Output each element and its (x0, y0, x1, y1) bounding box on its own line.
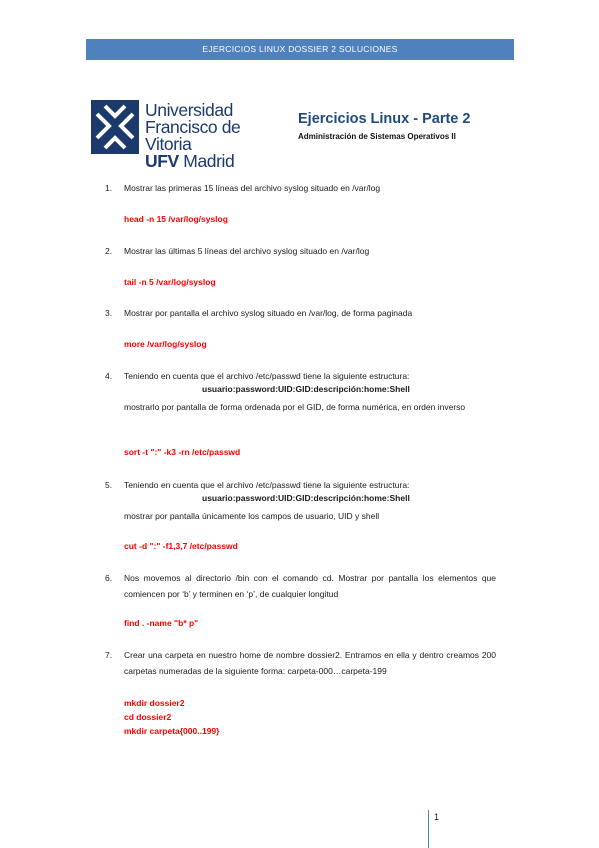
exercise-number: 2. (105, 246, 113, 256)
logo-line3 (145, 153, 291, 170)
exercise-text: Mostrar por pantalla el archivo syslog situado en /var/log, de forma paginada (124, 308, 413, 318)
logo-line3-rest: Madrid (178, 151, 235, 171)
exercise-text: mostrarlo por pantalla de forma ordenada por el GID, de forma numérica, en orden inverso (124, 402, 466, 412)
exercise-number: 3. (105, 308, 113, 318)
exercise-text: Teniendo en cuenta que el archivo /etc/passwd tiene la siguiente estructura: (124, 480, 410, 490)
page-number: 1 (434, 812, 440, 822)
solution-command: mkdir carpeta{000..199} (124, 726, 220, 736)
solution-command: tail -n 5 /var/log/syslog (124, 277, 216, 287)
exercise-text: Nos movemos al directorio /bin con el comando cd. Mostrar por pantalla los elementos que comiencen por ‘b’ y terminen en ‘p’, de cualquier longitud (124, 573, 496, 599)
university-logo (91, 100, 291, 171)
logo-emblem-icon (91, 100, 139, 154)
document-title: Ejercicios Linux - Parte 2 (298, 111, 471, 127)
exercise-text: Crear una carpeta en nuestro home de nombre dossier2. Entramos en ella y dentro creamos 200 carpetas numeradas de la siguiente forma: carpeta-000…carpeta-199 (124, 650, 496, 676)
solution-command: more /var/log/syslog (124, 339, 207, 349)
solution-command: cd dossier2 (124, 712, 172, 722)
footer-divider (428, 810, 429, 848)
exercise-number: 1. (105, 183, 113, 193)
exercise-text: Mostrar las últimas 5 líneas del archivo syslog situado en /var/log (124, 246, 370, 256)
solution-command: sort -t ":" -k3 -rn /etc/passwd (124, 447, 241, 457)
exercise-text: Mostrar las primeras 15 líneas del archivo syslog situado en /var/log (124, 183, 381, 193)
exercise-text: mostrar por pantalla únicamente los campos de usuario, UID y shell (124, 511, 380, 521)
logo-line3-bold: UFV (145, 151, 179, 171)
logo-line1: Universidad (145, 100, 234, 120)
logo-line2: Francisco de Vitoria (145, 117, 241, 154)
running-header: EJERCICIOS LINUX DOSSIER 2 SOLUCIONES (86, 39, 514, 60)
solution-command: head -n 15 /var/log/syslog (124, 214, 228, 224)
passwd-structure: usuario:password:UID:GID:descripción:home:Shell (202, 384, 410, 394)
solution-command: mkdir dossier2 (124, 698, 185, 708)
exercise-number: 7. (105, 650, 113, 660)
logo-wordmark (145, 102, 291, 170)
exercise-number: 4. (105, 371, 113, 381)
exercise-text: Teniendo en cuenta que el archivo /etc/passwd tiene la siguiente estructura: (124, 371, 410, 381)
solution-command: find . -name "b* p" (124, 618, 199, 628)
solution-command: cut -d ":" -f1,3,7 /etc/passwd (124, 541, 238, 551)
document-subtitle: Administración de Sistemas Operativos II (298, 132, 456, 141)
exercise-number: 5. (105, 480, 113, 490)
exercise-number: 6. (105, 573, 113, 583)
passwd-structure: usuario:password:UID:GID:descripción:home:Shell (202, 493, 410, 503)
